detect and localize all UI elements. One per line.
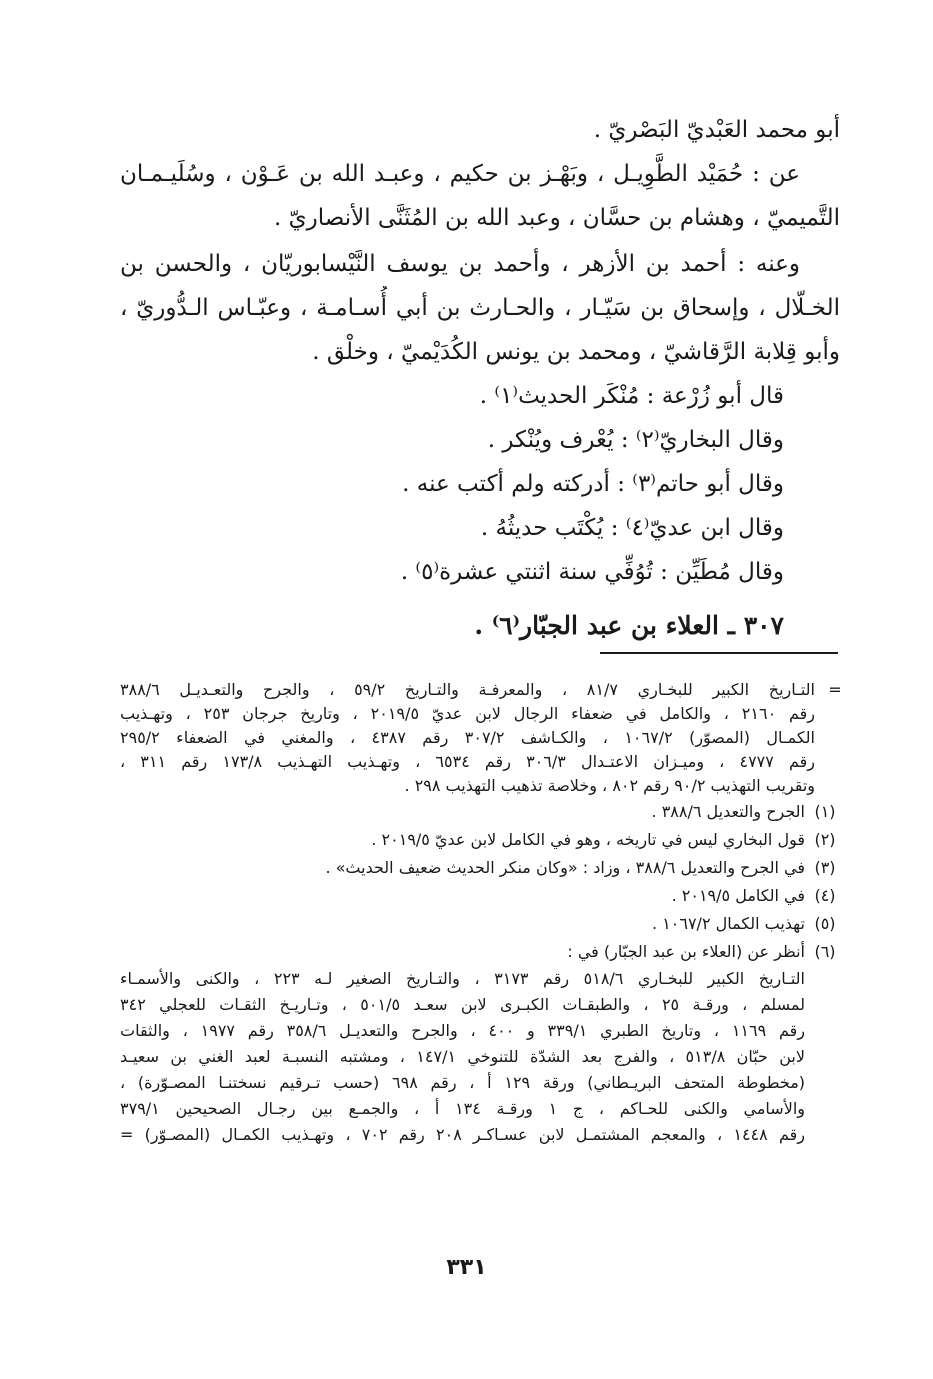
- students-line-1: وعنه : أحمد بن الأزهر ، وأحمد بن يوسف النَّيْسابوريّان ، والحسن بن: [120, 251, 800, 277]
- opinion-mutayyin: وقال مُطَيِّن : تُوُفِّي سنة اثنتي عشرة⁽٥⁾ .: [400, 559, 784, 585]
- continuation-line: رقم ٤٧٧٧ ، وميـزان الاعتـدال ٣٠٦/٣ رقم ٦٥٣٤ ، وتهـذيب التهـذيب ١٧٣/٨ رقم ٣١١ ،: [120, 752, 815, 771]
- footnote-text: في الجرح والتعديل ٣٨٨/٦ ، وزاد : «وكان منكر الحديث ضعيف الحديث» .: [325, 858, 805, 877]
- entry-heading-307: ٣٠٧ ـ العلاء بن عبد الجبّار⁽٦⁾ .: [474, 611, 784, 640]
- footnote-1: [120, 798, 845, 826]
- teachers-line-1: عن : حُمَيْد الطَّوِيـل ، وبَهْـز بن حكيم ، وعبـد الله بن عَـوْن ، وسُلَيـمـان: [120, 161, 800, 187]
- opinion-abu-zura: قال أبو زُرْعة : مُنْكَر الحديث⁽١⁾ .: [479, 383, 784, 409]
- footnote-text: رقم ١١٦٩ ، وتاريخ الطبري ٣٣٩/١ و ٤٠٠ ، والجرح والتعديـل ٣٥٨/٦ رقم ١٩٧٧ ، والثقات: [120, 1021, 805, 1040]
- footnote-text: لابن حبّان ٥١٣/٨ ، والفرج بعد الشدّة للتنوخي ١٤٧/١ ، ومشتبه النسبـة لعبد الغني بن سعيـد: [120, 1047, 805, 1066]
- footnote-divider: [600, 652, 838, 654]
- continuation-line: رقم ٢١٦٠ ، والكامل في ضعفاء الرجال لابن عديّ ٢٠١٩/٥ ، وتاريخ جرجان ٢٥٣ ، وتهـذيب: [120, 704, 815, 723]
- students-line-3: وأبو قِلابة الرَّقاشيّ ، ومحمد بن يونس الكُدَيْميّ ، وخلْق .: [312, 339, 840, 365]
- students-line-2: الخـلّال ، وإسحاق بن سَيّـار ، والحـارث بن أبي أُسـامـة ، وعبّـاس الـدُّوريّ ،: [120, 295, 840, 321]
- footnote-text: تهذيب الكمال ١٠٦٧/٢ .: [652, 914, 805, 933]
- biography-entry: [120, 108, 840, 648]
- footnote-text: رقم ١٤٤٨ ، والمعجم المشتمـل لابن عسـاكـر ٢٠٨ رقم ٧٠٢ ، وتهـذيب الكمـال (المصـوّر) =: [120, 1125, 805, 1144]
- opinion-ibn-adi: وقال ابن عديّ⁽٤⁾ : يُكْتَب حديثُهُ .: [480, 515, 784, 541]
- footnote-number: (٣): [814, 858, 836, 877]
- continuation-line: الكمـال (المصوّر) ١٠٦٧/٢ ، والكـاشف ٣٠٧/٢ رقم ٤٣٨٧ ، والمغني في الضعفاء ٢٩٥/٢: [120, 728, 815, 747]
- footnote-text: الجرح والتعديل ٣٨٨/٦ .: [651, 802, 805, 821]
- opinion-bukhari: وقال البخاريّ⁽٢⁾ : يُعْرف ويُنْكر .: [487, 427, 784, 453]
- continuation-line: وتقريب التهذيب ٩٠/٢ رقم ٨٠٢ ، وخلاصة تذهيب التهذيب ٢٩٨ .: [404, 776, 815, 795]
- continuation-line: التـاريخ الكبير للبخـاري ٨١/٧ ، والمعرفـة والتـاريخ ٥٩/٢ ، والجرح والتعـديـل ٣٨٨/٦: [120, 680, 815, 699]
- footnote-number: (٤): [814, 886, 836, 905]
- footnote-continuation: [120, 678, 845, 798]
- footnote-text: قول البخاري ليس في تاريخه ، وهو في الكامل لابن عديّ ٢٠١٩/٥ .: [371, 830, 805, 849]
- footnote-5: [120, 910, 845, 938]
- footnote-4: [120, 882, 845, 910]
- footnotes-section: [120, 678, 845, 1148]
- page-number: ٣٣١: [446, 1255, 487, 1280]
- kunya-line: أبو محمد العَبْديّ البَصْريّ .: [593, 117, 840, 143]
- footnote-3: [120, 854, 845, 882]
- footnote-2: [120, 826, 845, 854]
- footnote-text: التـاريخ الكبير للبخـاري ٥١٨/٦ رقم ٣١٧٣ ، والتـاريخ الصغير لـه ٢٢٣ ، والكنى والأسمـاء: [120, 969, 805, 988]
- opinion-abu-hatim: وقال أبو حاتم⁽٣⁾ : أدركته ولم أكتب عنه .: [402, 471, 784, 497]
- footnote-text: (مخطوطة المتحف البريـطاني) ورقة ١٢٩ أ ، رقم ٦٩٨ (حسب تـرقيم نسختنـا المصـوّرة) ،: [120, 1073, 805, 1092]
- footnote-number: (٥): [814, 914, 836, 933]
- footnote-number: (١): [814, 802, 836, 821]
- footnote-text: لمسلم ، ورقـة ٢٥ ، والطبقـات الكبـرى لابن سعـد ٥٠١/٥ ، وتـاريـخ الثقـات للعجلي ٣٤٢: [120, 995, 805, 1014]
- footnote-text: والأسامي والكنى للحـاكم ، ج ١ ورقـة ١٣٤ أ ، والجمـع بين رجـال الصحيحين ٣٧٩/١: [120, 1099, 805, 1118]
- footnote-number: (٢): [814, 830, 836, 849]
- teachers-line-2: التَّميميّ ، وهشام بن حسَّان ، وعبد الله بن المُثَنَّى الأنصاريّ .: [274, 205, 840, 231]
- footnote-6: [120, 938, 845, 1148]
- continuation-marker: =: [828, 680, 842, 699]
- footnote-text: في الكامل ٢٠١٩/٥ .: [671, 886, 805, 905]
- footnote-text: أنظر عن (العلاء بن عبد الجبّار) في :: [567, 942, 805, 961]
- footnote-number: (٦): [814, 942, 836, 961]
